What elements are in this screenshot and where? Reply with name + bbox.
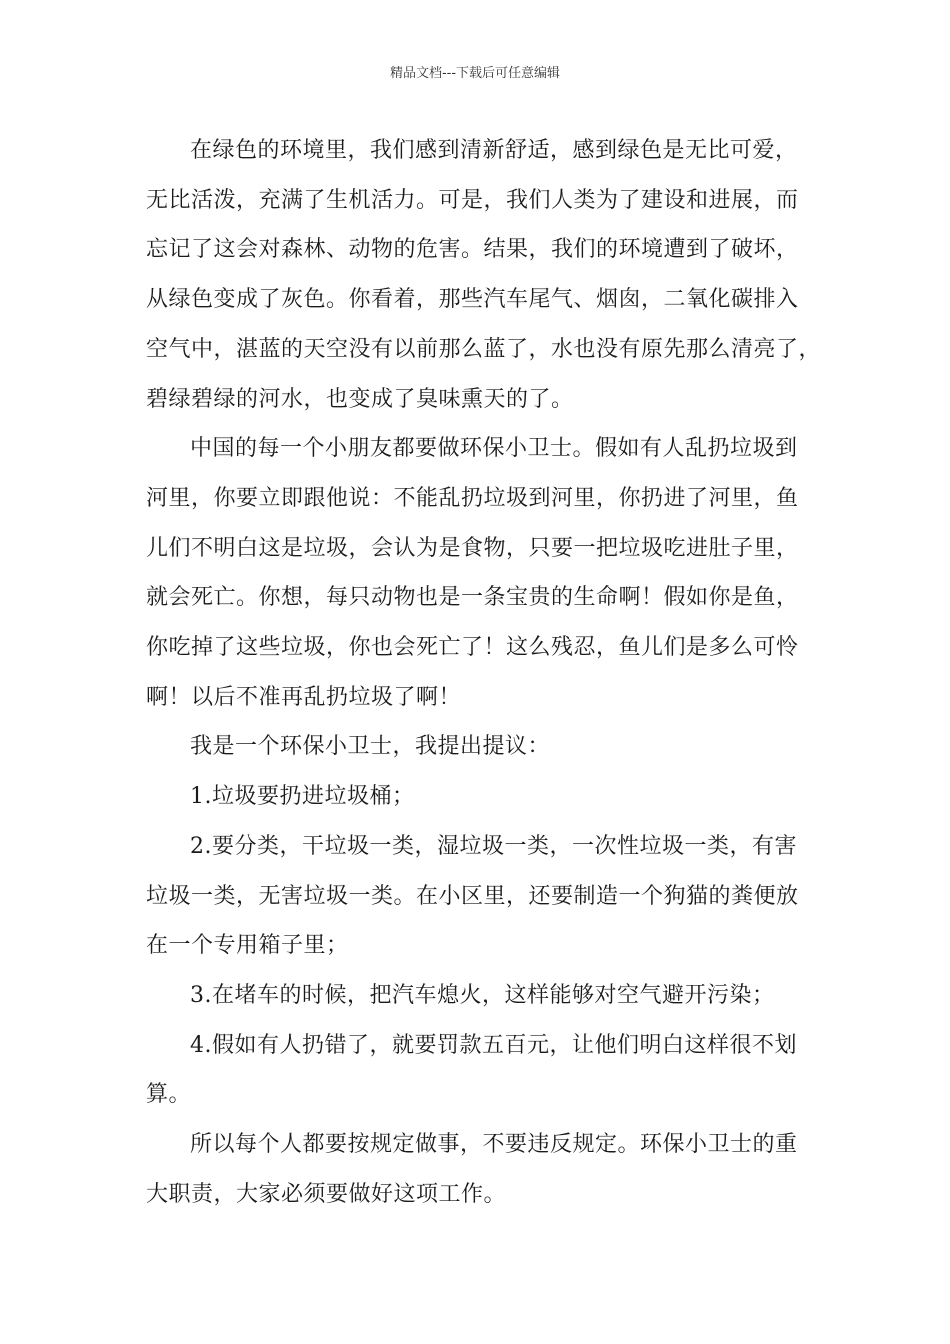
paragraph-line: 中国的每一个小朋友都要做环保小卫士。假如有人乱扔垃圾到: [190, 436, 798, 462]
paragraph-line: 在一个专用箱子里；: [146, 933, 349, 959]
paragraph-line: 所以每个人都要按规定做事，不要违反规定。环保小卫士的重: [190, 1132, 798, 1158]
paragraph-line: 你吃掉了这些垃圾，你也会死亡了！这么残忍，鱼儿们是多么可怜: [146, 635, 799, 661]
paragraph-line: 1.垃圾要扔进垃圾桶；: [190, 784, 415, 810]
paragraph-line: 碧绿碧绿的河水，也变成了臭味熏天的了。: [146, 386, 574, 412]
page-header: 精品文档---下载后可任意编辑: [389, 66, 561, 81]
paragraph-line: 算。: [146, 1082, 192, 1108]
paragraph-environment-intro: [146, 126, 822, 424]
proposal-item-1: [146, 772, 816, 822]
paragraph-line: 河里，你要立即跟他说：不能乱扔垃圾到河里，你扔进了河里，鱼: [146, 485, 799, 511]
paragraph-line: 忘记了这会对森林、动物的危害。结果，我们的环境遭到了破坏，: [146, 237, 799, 263]
paragraph-line: 我是一个环保小卫士，我提出提议：: [190, 734, 551, 760]
paragraph-proposal-intro: [146, 722, 816, 772]
proposal-item-2: [146, 822, 816, 971]
paragraph-line: 3.在堵车的时候，把汽车熄火，这样能够对空气避开污染；: [190, 982, 775, 1008]
paragraph-line: 垃圾一类，无害垃圾一类。在小区里，还要制造一个狗猫的粪便放: [146, 883, 799, 909]
paragraph-line: 啊！以后不准再乱扔垃圾了啊！: [146, 684, 462, 710]
paragraph-line: 就会死亡。你想，每只动物也是一条宝贵的生命啊！假如你是鱼，: [146, 585, 799, 611]
paragraph-line: 从绿色变成了灰色。你看着，那些汽车尾气、烟囱，二氧化碳排入: [146, 287, 799, 313]
proposal-item-4: [146, 1021, 816, 1120]
paragraph-line: 大职责，大家必须要做好这项工作。: [146, 1181, 507, 1207]
paragraph-conclusion: [146, 1120, 816, 1219]
paragraph-environment-guard: [146, 424, 816, 722]
paragraph-line: 2.要分类，干垃圾一类，湿垃圾一类，一次性垃圾一类，有害: [190, 833, 797, 859]
paragraph-line: 在绿色的环境里，我们感到清新舒适，感到绿色是无比可爱，: [190, 138, 798, 163]
proposal-item-3: [146, 971, 816, 1021]
paragraph-line: 空气中，湛蓝的天空没有以前那么蓝了，水也没有原先那么清亮了，: [146, 336, 822, 362]
paragraph-line: 儿们不明白这是垃圾，会认为是食物，只要一把垃圾吃进肚子里，: [146, 535, 799, 561]
document-body: [146, 126, 822, 1219]
paragraph-line: 4.假如有人扔错了，就要罚款五百元，让他们明白这样很不划: [190, 1032, 797, 1058]
paragraph-line: 无比活泼，充满了生机活力。可是，我们人类为了建设和进展，而: [146, 187, 799, 213]
